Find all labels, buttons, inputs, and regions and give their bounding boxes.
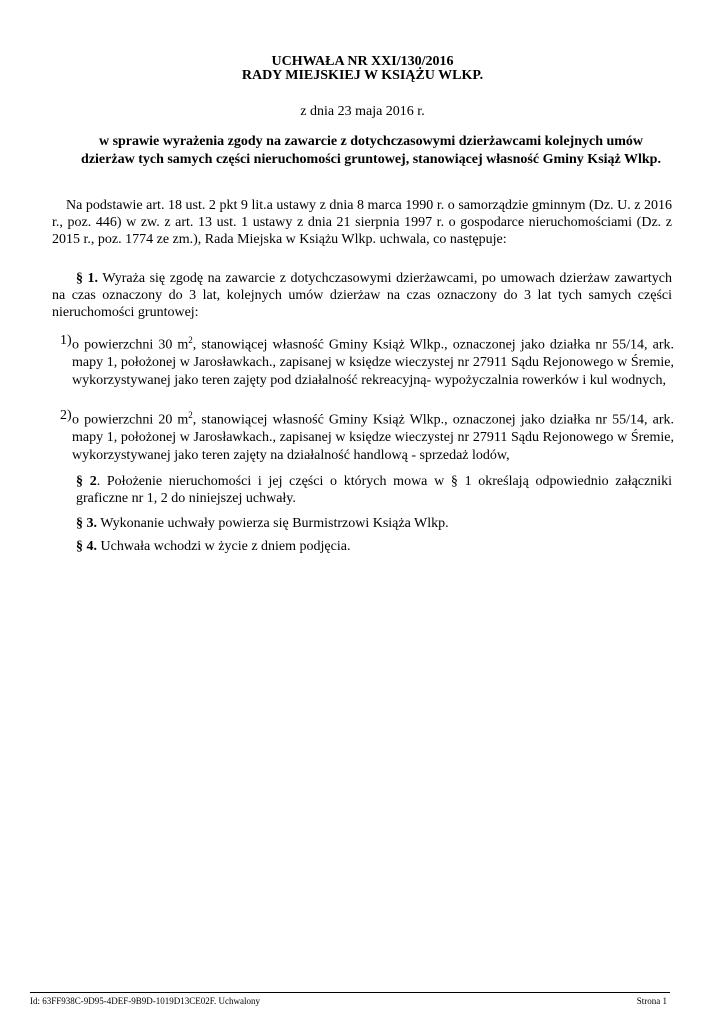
list-item-text-post: , stanowiącej własność Gminy Książ Wlkp., oznaczonej jako działka nr 55/14, ark. mapy 1, położonej w Jarosławkach., zapisanej w księdze wieczystej nr 27911 Sądu Rejonowego w Śremie, wykorzystywanej jako teren zajęty pod działalność rekreacyjną- wypożyczalnia rowerków i kul wodnych, <box>72 337 674 388</box>
list-item-number: 2) <box>60 408 72 423</box>
document-id: Id: 63FF938C-9D95-4DEF-9B9D-1019D13CE02F. Uchwalony <box>30 996 261 1006</box>
list-item-number: 1) <box>60 333 72 348</box>
resolution-date: z dnia 23 maja 2016 r. <box>300 104 425 119</box>
list-item-text-pre: o powierzchni 20 m <box>72 412 189 428</box>
section-3-mark: § 3. <box>76 516 97 531</box>
section-1-text: Wyraża się zgodę na zawarcie z dotychczasowymi dzierżawcami, po umowach dzierżaw zawartych na czas oznaczony do 3 lat, kolejnych umów dzierżaw na czas oznaczony do 3 lat tych samych części nieruchomości gruntowej: <box>52 271 673 320</box>
list-item <box>50 332 674 389</box>
section-3 <box>76 515 672 532</box>
section-2 <box>76 473 672 507</box>
list-item-text-pre: o powierzchni 30 m <box>72 337 189 353</box>
superscript: 2 <box>188 335 193 345</box>
list-item-body <box>72 332 674 389</box>
section-4-mark: § 4. <box>76 539 97 554</box>
resolution-title: UCHWAŁA NR XXI/130/2016 <box>271 54 454 69</box>
section-3-text: Wykonanie uchwały powierza się Burmistrzowi Książa Wlkp. <box>97 516 449 531</box>
section-2-text: . Położenie nieruchomości i jej części o których mowa w § 1 określają odpowiednio załączniki graficzne nr 1, 2 do niniejszej uchwały. <box>76 474 673 506</box>
subject-line-2: dzierżaw tych samych części nieruchomości gruntowej, stanowiącej własność Gminy Książ Wlkp. <box>81 152 661 167</box>
section-4 <box>76 538 672 555</box>
list-item <box>50 407 674 464</box>
list-item-text-post: , stanowiącej własność Gminy Książ Wlkp., oznaczonej jako działka nr 55/14, ark. mapy 1, położonej w Jarosławkach., zapisanej w księdze wieczystej nr 27911 Sądu Rejonowego w Śremie, wykorzystywanej jako teren zajęty na działalność handlową - sprzedaż lodów, <box>72 412 674 463</box>
section-1-mark: § 1. <box>76 271 99 286</box>
section-2-mark: § 2 <box>76 474 97 489</box>
section-4-text: Uchwała wchodzi w życie z dniem podjęcia. <box>97 539 351 554</box>
page-number: Strona 1 <box>636 996 667 1006</box>
section-1 <box>52 270 672 321</box>
footer-divider <box>30 992 670 993</box>
subject-line-1: w sprawie wyrażenia zgody na zawarcie z dotychczasowymi dzierżawcami kolejnych umów <box>98 134 644 149</box>
legal-basis: Na podstawie art. 18 ust. 2 pkt 9 lit.a ustawy z dnia 8 marca 1990 r. o samorządzie gminnym (Dz. U. z 2016 r., poz. 446) w zw. z art. 13 ust. 1 ustawy z dnia 21 sierpnia 1997 r. o gospodarce nieruchomościami (Dz. z 2015 r., poz. 1774 ze zm.), Rada Miejska w Książu Wlkp. uchwala, co następuje: <box>52 198 672 247</box>
superscript: 2 <box>188 410 193 420</box>
list-item-body <box>72 407 674 464</box>
council-name: RADY MIEJSKIEJ W KSIĄŻU WLKP. <box>241 68 484 83</box>
